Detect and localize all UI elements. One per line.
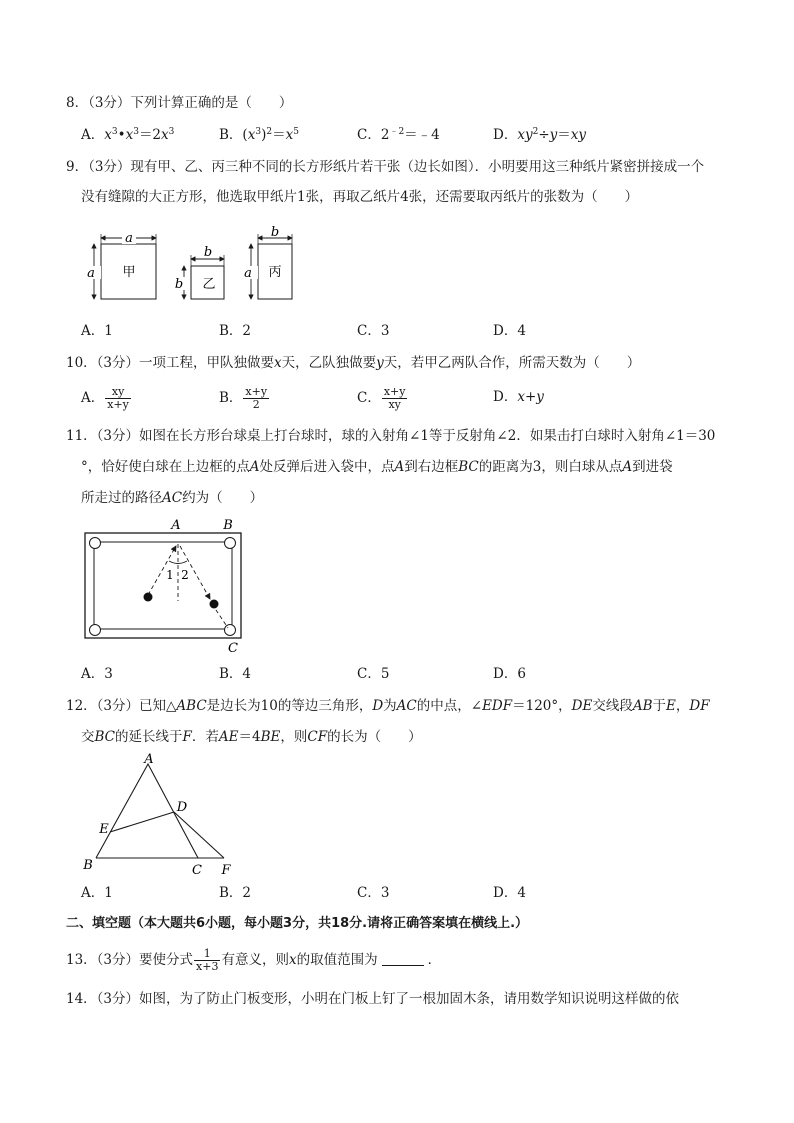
q12-option-b[interactable]: B．2 (219, 885, 252, 901)
label-D: D (176, 800, 188, 815)
jia-side-label: a (87, 266, 95, 281)
yi-label: 乙 (202, 277, 216, 292)
q11-stem-line3: 所走过的路径AC约为（ ） (81, 490, 264, 506)
q12-line1-seg-4: 为 (383, 698, 397, 714)
label-A: A (144, 752, 154, 767)
q9-stem-line1: 9．（3分）现有甲、乙、丙三种不同的长方形纸片若干张（边长如图）．小明要用这三种纸片紧密拼接成一个 (66, 159, 705, 175)
q12-line1-seg-10: 交线段 (592, 698, 633, 714)
q12-line2-seg-2: 的延长线于 (115, 729, 183, 745)
label-angle-2: 2 (181, 568, 189, 582)
jia-label: 甲 (122, 265, 136, 280)
q9-option-b[interactable]: B．2 (219, 323, 252, 339)
q12-line1-seg-0: 12．（3分）已知△ (66, 698, 177, 714)
q12-line1-seg-5: AC (396, 698, 417, 714)
section-heading-fill-in: 二、填空题（本大题共6小题，每小题3分，共18分.请将正确答案填在横线上.） (66, 916, 529, 931)
q12-line2-seg-1: BC (94, 729, 116, 745)
q12-option-a[interactable]: A．1 (81, 885, 113, 901)
white-ball (144, 593, 153, 602)
jia-top-label: a (125, 231, 133, 246)
q12-option-c[interactable]: C．3 (357, 885, 390, 901)
q14-stem: 14．（3分）如图，为了防止门板变形，小明在门板上钉了一根加固木条，请用数学知识说明这样做的依 (66, 991, 680, 1007)
q12-line2-seg-8: ，则 (280, 729, 308, 745)
q12-line2-seg-4: ．若 (191, 729, 219, 745)
label-C: C (192, 863, 202, 878)
q12-line1-seg-15: DF (689, 698, 710, 714)
q11-option-b[interactable]: B．4 (219, 666, 252, 682)
q12-line2-seg-3: F (182, 729, 192, 745)
label-B: B (223, 518, 233, 533)
q8-option-a[interactable]: A．$x^3•x^3=2x^3$ (81, 127, 175, 143)
q12-option-d[interactable]: D．4 (493, 885, 526, 901)
q12-line2-seg-10: 的长为（ ） (327, 729, 422, 745)
table-outer-frame (85, 533, 241, 638)
ball-near-pocket (210, 600, 219, 609)
pocket-bottom-left (90, 625, 101, 636)
q12-line2-seg-5: AE (218, 729, 239, 745)
q11-stem-line2: °，恰好使白球在上边框的点A处反弹后进入袋中，点A到右边框BC的距离为3，则白球从点A到进袋 (81, 459, 673, 475)
label-E: E (99, 822, 109, 837)
q9-option-d[interactable]: D．4 (493, 323, 526, 339)
q12-line1-seg-1: ABC (176, 698, 207, 714)
q8-option-b[interactable]: B．$(x^3)^2=x^5$ (219, 127, 299, 143)
q10-option-d[interactable]: D．x+y (493, 389, 544, 405)
q8-option-d[interactable]: D．$xy^2\div y=xy$ (493, 127, 587, 143)
segment-DF (174, 812, 224, 858)
q12-triangle-figure (78, 752, 248, 880)
q9-option-c[interactable]: C．3 (357, 323, 390, 339)
yi-top-label: b (203, 245, 213, 260)
pocket-top-left (90, 538, 101, 549)
q9-figure (80, 226, 310, 306)
q11-option-d[interactable]: D．6 (493, 666, 526, 682)
label-angle-1: 1 (166, 568, 174, 582)
bing-label: 丙 (268, 265, 282, 280)
q12-line1-seg-8: ＝120°， (512, 698, 572, 714)
q12-line1-seg-7: EDF (482, 698, 513, 714)
q9-stem-line2: 没有缝隙的大正方形，他选取甲纸片1张，再取乙纸片4张，还需要取丙纸片的张数为（ ） (81, 189, 639, 205)
q12-line1-seg-3: D (372, 698, 384, 714)
q12-line1-seg-6: 的中点，∠ (416, 698, 483, 714)
q9-option-a[interactable]: A．1 (81, 323, 113, 339)
label-A: A (171, 518, 181, 533)
q11-stem-line1: 11．（3分）如图在长方形台球桌上打台球时，球的入射角∠1等于反射角∠2．如果击打白球时入射角∠1＝30 (66, 428, 716, 444)
pocket-bottom-right (225, 625, 236, 636)
label-B: B (83, 858, 93, 873)
q13-stem: 13．（3分）要使分式 $\frac{1}{x+3}$ 有意义，则x的取值范围为 ． (66, 947, 442, 973)
q12-line2-seg-6: ＝4 (238, 729, 261, 745)
q8-stem: 8．（3分）下列计算正确的是（ ） (66, 95, 293, 111)
q10-option-b[interactable]: B． $\frac{x+y}{2}$ (219, 385, 268, 411)
q12-line2-seg-0: 交 (81, 729, 95, 745)
q12-line2-seg-7: BE (260, 729, 281, 745)
bing-side-label: a (244, 266, 252, 281)
q11-option-a[interactable]: A．3 (81, 666, 113, 682)
q12-line1-seg-13: E (666, 698, 676, 714)
q10-stem: 10．（3分）一项工程，甲队独做要x天，乙队独做要y天，若甲乙两队合作，所需天数为（ ） (66, 355, 641, 371)
table-inner-frame (94, 542, 232, 629)
q10-option-c[interactable]: C． $\frac{x+y}{xy}$ (357, 385, 406, 411)
q13-answer-blank[interactable] (382, 953, 424, 966)
q12-stem-line1 (66, 697, 710, 715)
q12-line1-seg-11: AB (632, 698, 653, 714)
label-C: C (228, 641, 238, 656)
q12-line1-seg-12: 于 (652, 698, 667, 714)
q12-line1-seg-2: 是边长为10的等边三角形， (206, 698, 373, 714)
q12-line1-seg-9: DE (571, 698, 593, 714)
q10-option-a[interactable]: A． $\frac{xy}{x+y}$ (81, 385, 129, 411)
q8-option-c[interactable]: C．$2^{﹣2}=﹣4$ (357, 127, 440, 143)
bing-top-label: b (270, 225, 280, 240)
q12-stem-line2 (81, 728, 422, 746)
pocket-top-right (225, 538, 236, 549)
q11-option-c[interactable]: C．5 (357, 666, 390, 682)
q11-billiard-figure (84, 517, 254, 657)
yi-side-label: b (174, 277, 184, 292)
label-F: F (221, 863, 231, 878)
q12-line1-seg-14: ， (675, 698, 690, 714)
q12-line2-seg-9: CF (307, 729, 328, 745)
q13-fraction: $\frac{1}{x+3}$ (196, 947, 219, 973)
